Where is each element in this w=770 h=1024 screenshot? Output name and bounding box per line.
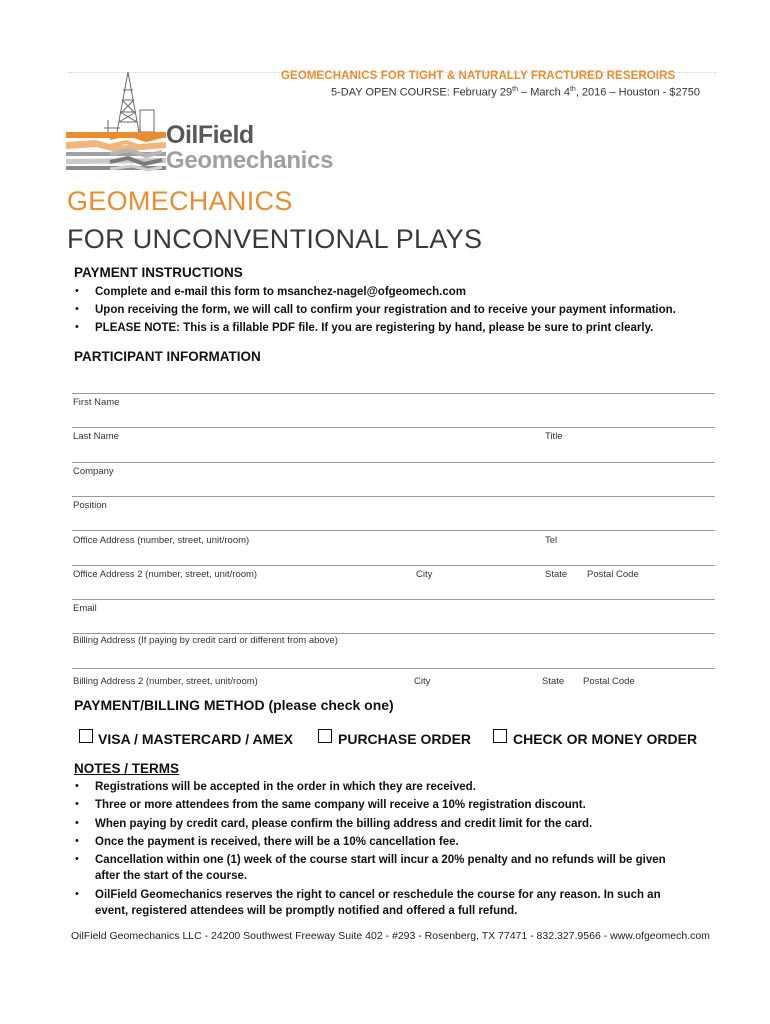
email-label: Email	[73, 603, 97, 614]
participant-information-title: PARTICIPANT INFORMATION	[74, 349, 261, 364]
bullet: •	[75, 780, 79, 792]
note-item: Three or more attendees from the same company will receive a 10% registration discount.	[95, 799, 586, 811]
course-dates: 5-DAY OPEN COURSE: February 29th – March 4th, 2016 – Houston - $2750	[331, 86, 700, 99]
postal-code2-label: Postal Code	[583, 676, 635, 687]
footer-contact: OilField Geomechanics LLC - 24200 Southwest Freeway Suite 402 - #293 - Rosenberg, TX 77471 - 832.327.9566 - www.ofgeomech.com	[71, 930, 710, 942]
email-field[interactable]	[72, 599, 715, 600]
billing-address2-label: Billing Address 2 (number, street, unit/room)	[73, 676, 258, 687]
main-heading-line1: GEOMECHANICS	[67, 186, 293, 216]
billing-address2-field[interactable]	[72, 668, 715, 669]
company-label: Company	[73, 466, 114, 477]
note-item: Registrations will be accepted in the order in which they are received.	[95, 781, 476, 793]
notes-terms-title: NOTES / TERMS	[74, 761, 180, 776]
instruction-item: Upon receiving the form, we will call to confirm your registration and to receive your payment information.	[95, 304, 676, 316]
note-item: Cancellation within one (1) week of the course start will incur a 20% penalty and no refunds will be given	[95, 854, 666, 866]
visa-mastercard-amex-label: VISA / MASTERCARD / AMEX	[98, 731, 293, 747]
state-label: State	[545, 569, 568, 580]
first-name-field[interactable]	[72, 393, 715, 394]
bullet: •	[75, 798, 79, 810]
office-address-field[interactable]	[72, 530, 715, 531]
office-address-label: Office Address (number, street, unit/room)	[73, 535, 250, 546]
note-item-continued: event, registered attendees will be promptly notified and offered a full refund.	[95, 905, 518, 917]
bullet: •	[75, 853, 79, 865]
instruction-item: PLEASE NOTE: This is a fillable PDF file. If you are registering by hand, please be sure to print clearly.	[95, 322, 654, 334]
check-money-order-checkbox[interactable]	[493, 729, 507, 743]
main-heading-line2: FOR UNCONVENTIONAL PLAYS	[67, 224, 483, 254]
state2-label: State	[542, 676, 565, 687]
position-field[interactable]	[72, 496, 715, 497]
purchase-order-checkbox[interactable]	[318, 729, 332, 743]
title-label: Title	[545, 431, 563, 442]
bullet: •	[75, 817, 79, 829]
purchase-order-label: PURCHASE ORDER	[338, 731, 472, 747]
city-label: City	[416, 569, 433, 580]
bullet: •	[75, 303, 79, 315]
billing-address-label: Billing Address (If paying by credit card or different from above)	[73, 635, 338, 646]
check-money-order-label: CHECK OR MONEY ORDER	[513, 731, 698, 747]
fracture-pattern-icon	[108, 132, 164, 172]
bullet: •	[75, 888, 79, 900]
brand-name-line2: Geomechanics	[166, 147, 334, 174]
bullet: •	[75, 285, 79, 297]
note-item-continued: after the start of the course.	[95, 870, 248, 882]
city2-label: City	[414, 676, 431, 687]
brand-name-line1: OilField	[166, 121, 254, 149]
visa-mastercard-amex-checkbox[interactable]	[79, 729, 93, 743]
position-label: Position	[73, 500, 107, 511]
office-address2-label: Office Address 2 (number, street, unit/room)	[73, 569, 258, 580]
office-address2-field[interactable]	[72, 565, 715, 566]
last-name-field[interactable]	[72, 427, 715, 428]
payment-method-title: PAYMENT/BILLING METHOD (please check one)	[74, 697, 394, 713]
tel-label: Tel	[545, 535, 558, 546]
payment-instructions-title: PAYMENT INSTRUCTIONS	[74, 265, 243, 280]
bullet: •	[75, 321, 79, 333]
company-field[interactable]	[72, 462, 715, 463]
last-name-label: Last Name	[73, 431, 119, 442]
note-item: Once the payment is received, there will be a 10% cancellation fee.	[95, 836, 459, 848]
note-item: OilField Geomechanics reserves the right to cancel or reschedule the course for any reason. In such an	[95, 889, 661, 901]
first-name-label: First Name	[73, 397, 120, 408]
instruction-item: Complete and e-mail this form to msanchez-nagel@ofgeomech.com	[95, 286, 466, 298]
billing-address-field[interactable]	[72, 633, 715, 634]
course-title: GEOMECHANICS FOR TIGHT & NATURALLY FRACTURED RESEROIRS	[281, 70, 676, 82]
note-item: When paying by credit card, please confirm the billing address and credit limit for the card.	[95, 818, 593, 830]
bullet: •	[75, 835, 79, 847]
postal-code-label: Postal Code	[587, 569, 639, 580]
